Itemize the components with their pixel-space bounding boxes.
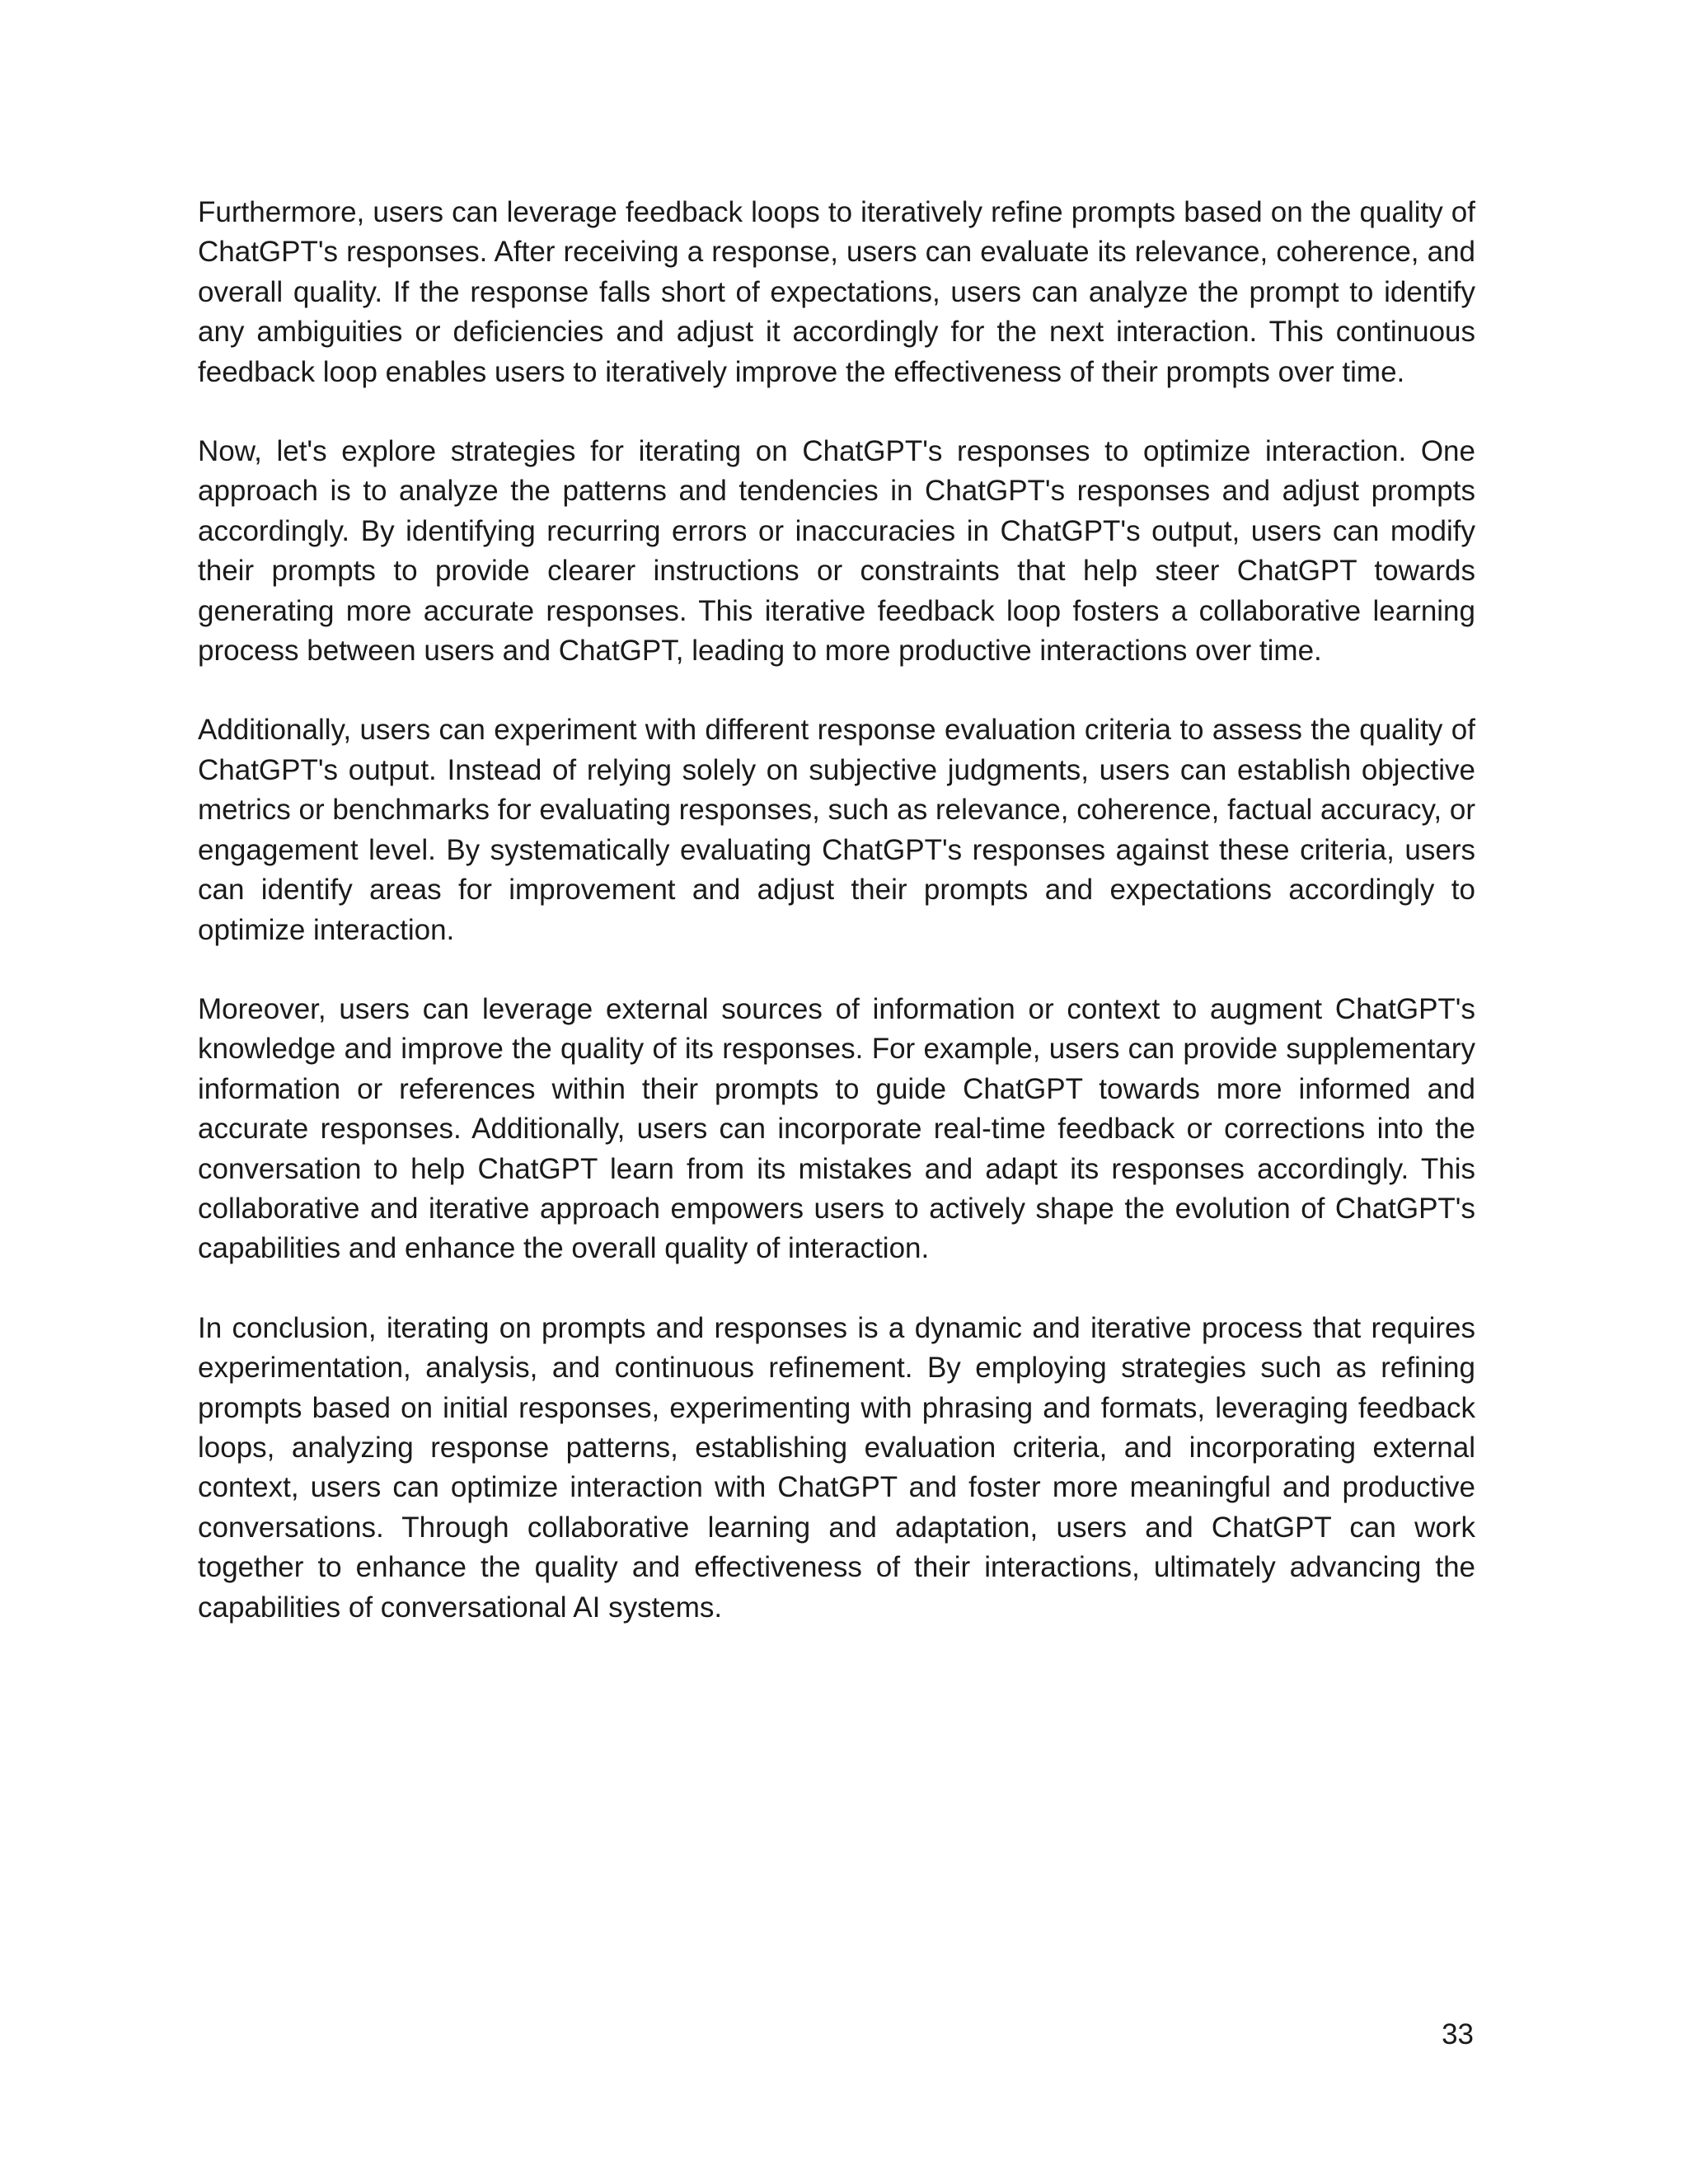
body-text — [198, 193, 1475, 1667]
paragraph-conclusion: In conclusion, iterating on prompts and responses is a dynamic and iterative process that requires experimentation, analysis, and continuous refinement. By employing strategies such as refining prompts based on initial responses, experimenting with phrasing and formats, leveraging feedback loops, analyzing response patterns, establishing evaluation criteria, and incorporating external context, users can optimize interaction with ChatGPT and foster more meaningful and productive conversations. Through collaborative learning and adaptation, users and ChatGPT can work together to enhance the quality and effectiveness of their interactions, ultimately advancing the capabilities of conversational AI systems. — [198, 1311, 1475, 1624]
paragraph-external-sources: Moreover, users can leverage external sources of information or context to augment ChatGPT's knowledge and improve the quality of its responses. For example, users can provide supplementary information or references within their prompts to guide ChatGPT towards more informed and accurate responses. Additionally, users can incorporate real-time feedback or corrections into the conversation to help ChatGPT learn from its mistakes and adapt its responses accordingly. This collaborative and iterative approach empowers users to actively shape the evolution of ChatGPT's capabilities and enhance the overall quality of interaction. — [198, 992, 1475, 1265]
paragraph-evaluation-criteria: Additionally, users can experiment with different response evaluation criteria to assess the quality of ChatGPT's output. Instead of relying solely on subjective judgments, users can establish objective metrics or benchmarks for evaluating responses, such as relevance, coherence, factual accuracy, or engagement level. By systematically evaluating ChatGPT's responses against these criteria, users can identify areas for improvement and adjust their prompts and expectations accordingly to optimize interaction. — [198, 714, 1475, 946]
paragraph-iterating-responses: Now, let's explore strategies for iterating on ChatGPT's responses to optimize interaction. One approach is to analyze the patterns and tendencies in ChatGPT's responses and adjust prompts accordingly. By identifying recurring errors or inaccuracies in ChatGPT's output, users can modify their prompts to provide clearer instructions or constraints that help steer ChatGPT towards generating more accurate responses. This iterative feedback loop fosters a collaborative learning process between users and ChatGPT, leading to more productive interactions over time. — [198, 435, 1475, 668]
page-number: 33 — [1442, 2018, 1474, 2050]
paragraph-feedback-loops: Furthermore, users can leverage feedback loops to iteratively refine prompts based on the quality of ChatGPT's responses. After receiving a response, users can evaluate its relevance, coherence, and overall quality. If the response falls short of expectations, users can analyze the prompt to identify any ambiguities or deficiencies and adjust it accordingly for the next interaction. This continuous feedback loop enables users to iteratively improve the effectiveness of their prompts over time. — [198, 196, 1475, 388]
